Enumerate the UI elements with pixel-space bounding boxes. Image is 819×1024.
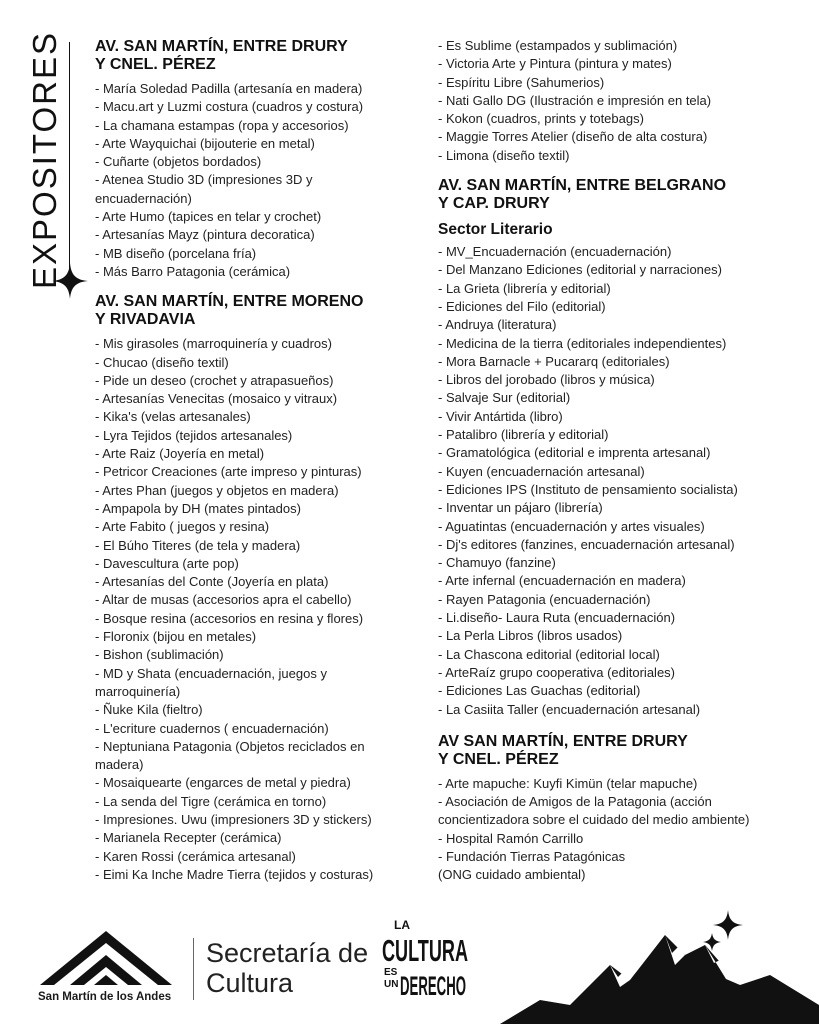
list-item: - Nati Gallo DG (Ilustración e impresión en tela) bbox=[438, 92, 712, 108]
list-item: - Mosaiquearte (engarces de metal y piedra) bbox=[95, 775, 351, 791]
list-item: - Libros del jorobado (libros y música) bbox=[438, 372, 655, 388]
list-item: - Impresiones. Uwu (impresioners 3D y stickers) bbox=[95, 811, 372, 827]
list-item: - Arte Fabito ( juegos y resina) bbox=[95, 519, 270, 535]
street-section bbox=[95, 38, 455, 281]
list-item: - Ampapola by DH (mates pintados) bbox=[95, 500, 301, 516]
section-heading: Y CNEL. PÉREZ bbox=[95, 56, 216, 73]
list-item: - Fundación Tierras Patagónicas bbox=[438, 848, 626, 864]
list-item: - Bishon (sublimación) bbox=[95, 647, 224, 663]
list-item: - Atenea Studio 3D (impresiones 3D y bbox=[95, 172, 313, 188]
list-item: - Victoria Arte y Pintura (pintura y mates) bbox=[438, 56, 672, 72]
street-section bbox=[95, 293, 455, 884]
list-item: - Li.diseño- Laura Ruta (encuadernación) bbox=[438, 610, 676, 626]
list-item: - Vivir Antártida (libro) bbox=[438, 408, 563, 424]
list-item: - Altar de musas (accesorios apra el cabello) bbox=[95, 592, 352, 608]
list-item: - Maggie Torres Atelier (diseño de alta costura) bbox=[438, 129, 708, 145]
list-item: encuadernación) bbox=[95, 190, 192, 206]
list-item: - Artesanías del Conte (Joyería en plata) bbox=[95, 574, 329, 590]
municipality-logo bbox=[36, 925, 186, 1005]
list-item: - Patalibro (librería y editorial) bbox=[438, 427, 609, 443]
logo-derecho: DERECHO bbox=[400, 971, 466, 1001]
left-column bbox=[95, 38, 455, 894]
exhibitor-list bbox=[95, 80, 455, 281]
exhibitor-list bbox=[438, 37, 798, 165]
list-item: - Ediciones del Filo (editorial) bbox=[438, 298, 606, 314]
list-item: - Kokon (cuadros, prints y totebags) bbox=[438, 111, 644, 127]
mountain-logo-icon bbox=[36, 925, 176, 989]
list-item: - La chamana estampas (ropa y accesorios) bbox=[95, 117, 349, 133]
section-heading: AV. SAN MARTÍN, ENTRE DRURY bbox=[95, 38, 348, 55]
list-item: - MV_Encuadernación (encuadernación) bbox=[438, 244, 672, 260]
logo-la: LA bbox=[394, 918, 410, 932]
secretaria-line1: Secretaría de bbox=[206, 938, 369, 968]
section-subheading: Sector Literario bbox=[438, 221, 553, 239]
list-item: - Chucao (diseño textil) bbox=[95, 354, 229, 370]
list-item: (ONG cuidado ambiental) bbox=[438, 867, 586, 883]
list-item: - Del Manzano Ediciones (editorial y narraciones) bbox=[438, 262, 722, 278]
right-top-list bbox=[438, 37, 798, 165]
logo-cultura: CULTURA bbox=[382, 933, 468, 968]
list-item: - ArteRaíz grupo cooperativa (editoriales) bbox=[438, 664, 676, 680]
list-item: - Arte Raiz (Joyería en metal) bbox=[95, 446, 265, 462]
list-item: - MD y Shata (encuadernación, juegos y bbox=[95, 665, 327, 681]
cultura-derecho-logo bbox=[380, 915, 470, 1000]
list-item: - Ñuke Kila (fieltro) bbox=[95, 702, 203, 718]
municipality-name: San Martín de los Andes bbox=[38, 991, 172, 1003]
list-item: - Dj's editores (fanzines, encuadernación artesanal) bbox=[438, 536, 735, 552]
list-item: - La Casiita Taller (encuadernación artesanal) bbox=[438, 701, 701, 717]
list-item: - Más Barro Patagonia (cerámica) bbox=[95, 263, 291, 279]
list-item: - L'ecriture cuadernos ( encuadernación) bbox=[95, 720, 329, 736]
secretaria-line2: Cultura bbox=[206, 968, 294, 998]
list-item: - Neptuniana Patagonia (Objetos reciclados en bbox=[95, 738, 365, 754]
list-item: - Lyra Tejidos (tejidos artesanales) bbox=[95, 427, 293, 443]
street-section bbox=[438, 733, 798, 885]
list-item: - Kuyen (encuadernación artesanal) bbox=[438, 463, 645, 479]
sparkle-icon bbox=[713, 910, 743, 940]
list-item: - Medicina de la tierra (editoriales independientes) bbox=[438, 335, 727, 351]
list-item: - Davescultura (arte pop) bbox=[95, 555, 239, 571]
exhibitor-list bbox=[438, 775, 798, 885]
right-column bbox=[438, 37, 798, 895]
list-item: - La Grieta (librería y editorial) bbox=[438, 280, 611, 296]
section-heading: Y CAP. DRURY bbox=[438, 195, 550, 213]
list-item: - Arte infernal (encuadernación en madera) bbox=[438, 573, 686, 589]
section-heading: Y RIVADAVIA bbox=[95, 311, 196, 329]
list-item: concientizadora sobre el cuidado del medio ambiente) bbox=[438, 812, 750, 828]
list-item: - Marianela Recepter (cerámica) bbox=[95, 830, 282, 846]
section-heading: AV. SAN MARTÍN, ENTRE MORENO bbox=[95, 293, 364, 311]
list-item: - MB diseño (porcelana fría) bbox=[95, 245, 257, 261]
list-item: - Arte Wayquichai (bijouterie en metal) bbox=[95, 135, 315, 151]
list-item: - Arte Humo (tapices en telar y crochet) bbox=[95, 209, 322, 225]
section-heading: AV. SAN MARTÍN, ENTRE BELGRANO bbox=[438, 177, 727, 195]
exhibitor-list bbox=[438, 243, 798, 719]
list-item: - Artes Phan (juegos y objetos en madera) bbox=[95, 482, 339, 498]
list-item: - Inventar un pájaro (librería) bbox=[438, 500, 603, 516]
list-item: - Gramatológica (editorial e imprenta artesanal) bbox=[438, 445, 711, 461]
section-heading: AV SAN MARTÍN, ENTRE DRURY bbox=[438, 732, 688, 750]
list-item: - Aguatintas (encuadernación y artes visuales) bbox=[438, 518, 705, 534]
sparkle-icon bbox=[52, 263, 88, 299]
list-item: - La Perla Libros (libros usados) bbox=[438, 628, 623, 644]
list-item: - Chamuyo (fanzine) bbox=[438, 555, 556, 571]
list-item: - Es Sublime (estampados y sublimación) bbox=[438, 38, 678, 53]
side-title-text: EXPOSITORES bbox=[25, 31, 63, 289]
list-item: - Ediciones IPS (Instituto de pensamiento socialista) bbox=[438, 481, 738, 497]
logo-es: ES bbox=[384, 967, 398, 978]
list-item: - María Soledad Padilla (artesanía en madera) bbox=[95, 81, 363, 96]
exhibitor-list bbox=[95, 335, 455, 884]
list-item: - El Búho Titeres (de tela y madera) bbox=[95, 537, 301, 553]
side-divider-line bbox=[69, 42, 70, 294]
mountains-illustration bbox=[500, 905, 819, 1024]
list-item: madera) bbox=[95, 757, 144, 773]
list-item: - Karen Rossi (cerámica artesanal) bbox=[95, 848, 296, 864]
list-item: - Cuñarte (objetos bordados) bbox=[95, 154, 262, 170]
list-item: - Bosque resina (accesorios en resina y flores) bbox=[95, 610, 364, 626]
street-section bbox=[438, 177, 798, 719]
section-heading: Y CNEL. PÉREZ bbox=[438, 750, 559, 768]
list-item: - Mis girasoles (marroquinería y cuadros) bbox=[95, 336, 332, 352]
list-item: - Arte mapuche: Kuyfi Kimün (telar mapuche) bbox=[438, 775, 698, 791]
logo-un: UN bbox=[384, 979, 399, 990]
list-item: - Macu.art y Luzmi costura (cuadros y costura) bbox=[95, 99, 364, 115]
list-item: - La Chascona editorial (editorial local) bbox=[438, 646, 660, 662]
side-title bbox=[22, 31, 67, 289]
list-item: - La senda del Tigre (cerámica en torno) bbox=[95, 793, 327, 809]
list-item: - Artesanías Venecitas (mosaico y vitraux) bbox=[95, 391, 338, 407]
list-item: - Asociación de Amigos de la Patagonia (acción bbox=[438, 794, 712, 810]
list-item: - Andruya (literatura) bbox=[438, 317, 557, 333]
list-item: - Artesanías Mayz (pintura decoratica) bbox=[95, 227, 315, 243]
list-item: - Rayen Patagonia (encuadernación) bbox=[438, 591, 651, 607]
list-item: - Eimi Ka Inche Madre Tierra (tejidos y costuras) bbox=[95, 866, 374, 882]
list-item: - Ediciones Las Guachas (editorial) bbox=[438, 683, 641, 699]
list-item: - Pide un deseo (crochet y atrapasueños) bbox=[95, 372, 334, 388]
list-item: - Kika's (velas artesanales) bbox=[95, 409, 251, 425]
list-item: - Espíritu Libre (Sahumerios) bbox=[438, 74, 605, 90]
list-item: - Mora Barnacle + Pucararq (editoriales) bbox=[438, 353, 670, 369]
list-item: - Limona (diseño textil) bbox=[438, 147, 570, 163]
footer-divider bbox=[193, 938, 194, 1000]
list-item: marroquinería) bbox=[95, 683, 181, 699]
list-item: - Floronix (bijou en metales) bbox=[95, 629, 257, 645]
list-item: - Hospital Ramón Carrillo bbox=[438, 830, 584, 846]
list-item: - Petricor Creaciones (arte impreso y pinturas) bbox=[95, 464, 362, 480]
secretaria-text bbox=[206, 938, 368, 998]
list-item: - Salvaje Sur (editorial) bbox=[438, 390, 571, 406]
